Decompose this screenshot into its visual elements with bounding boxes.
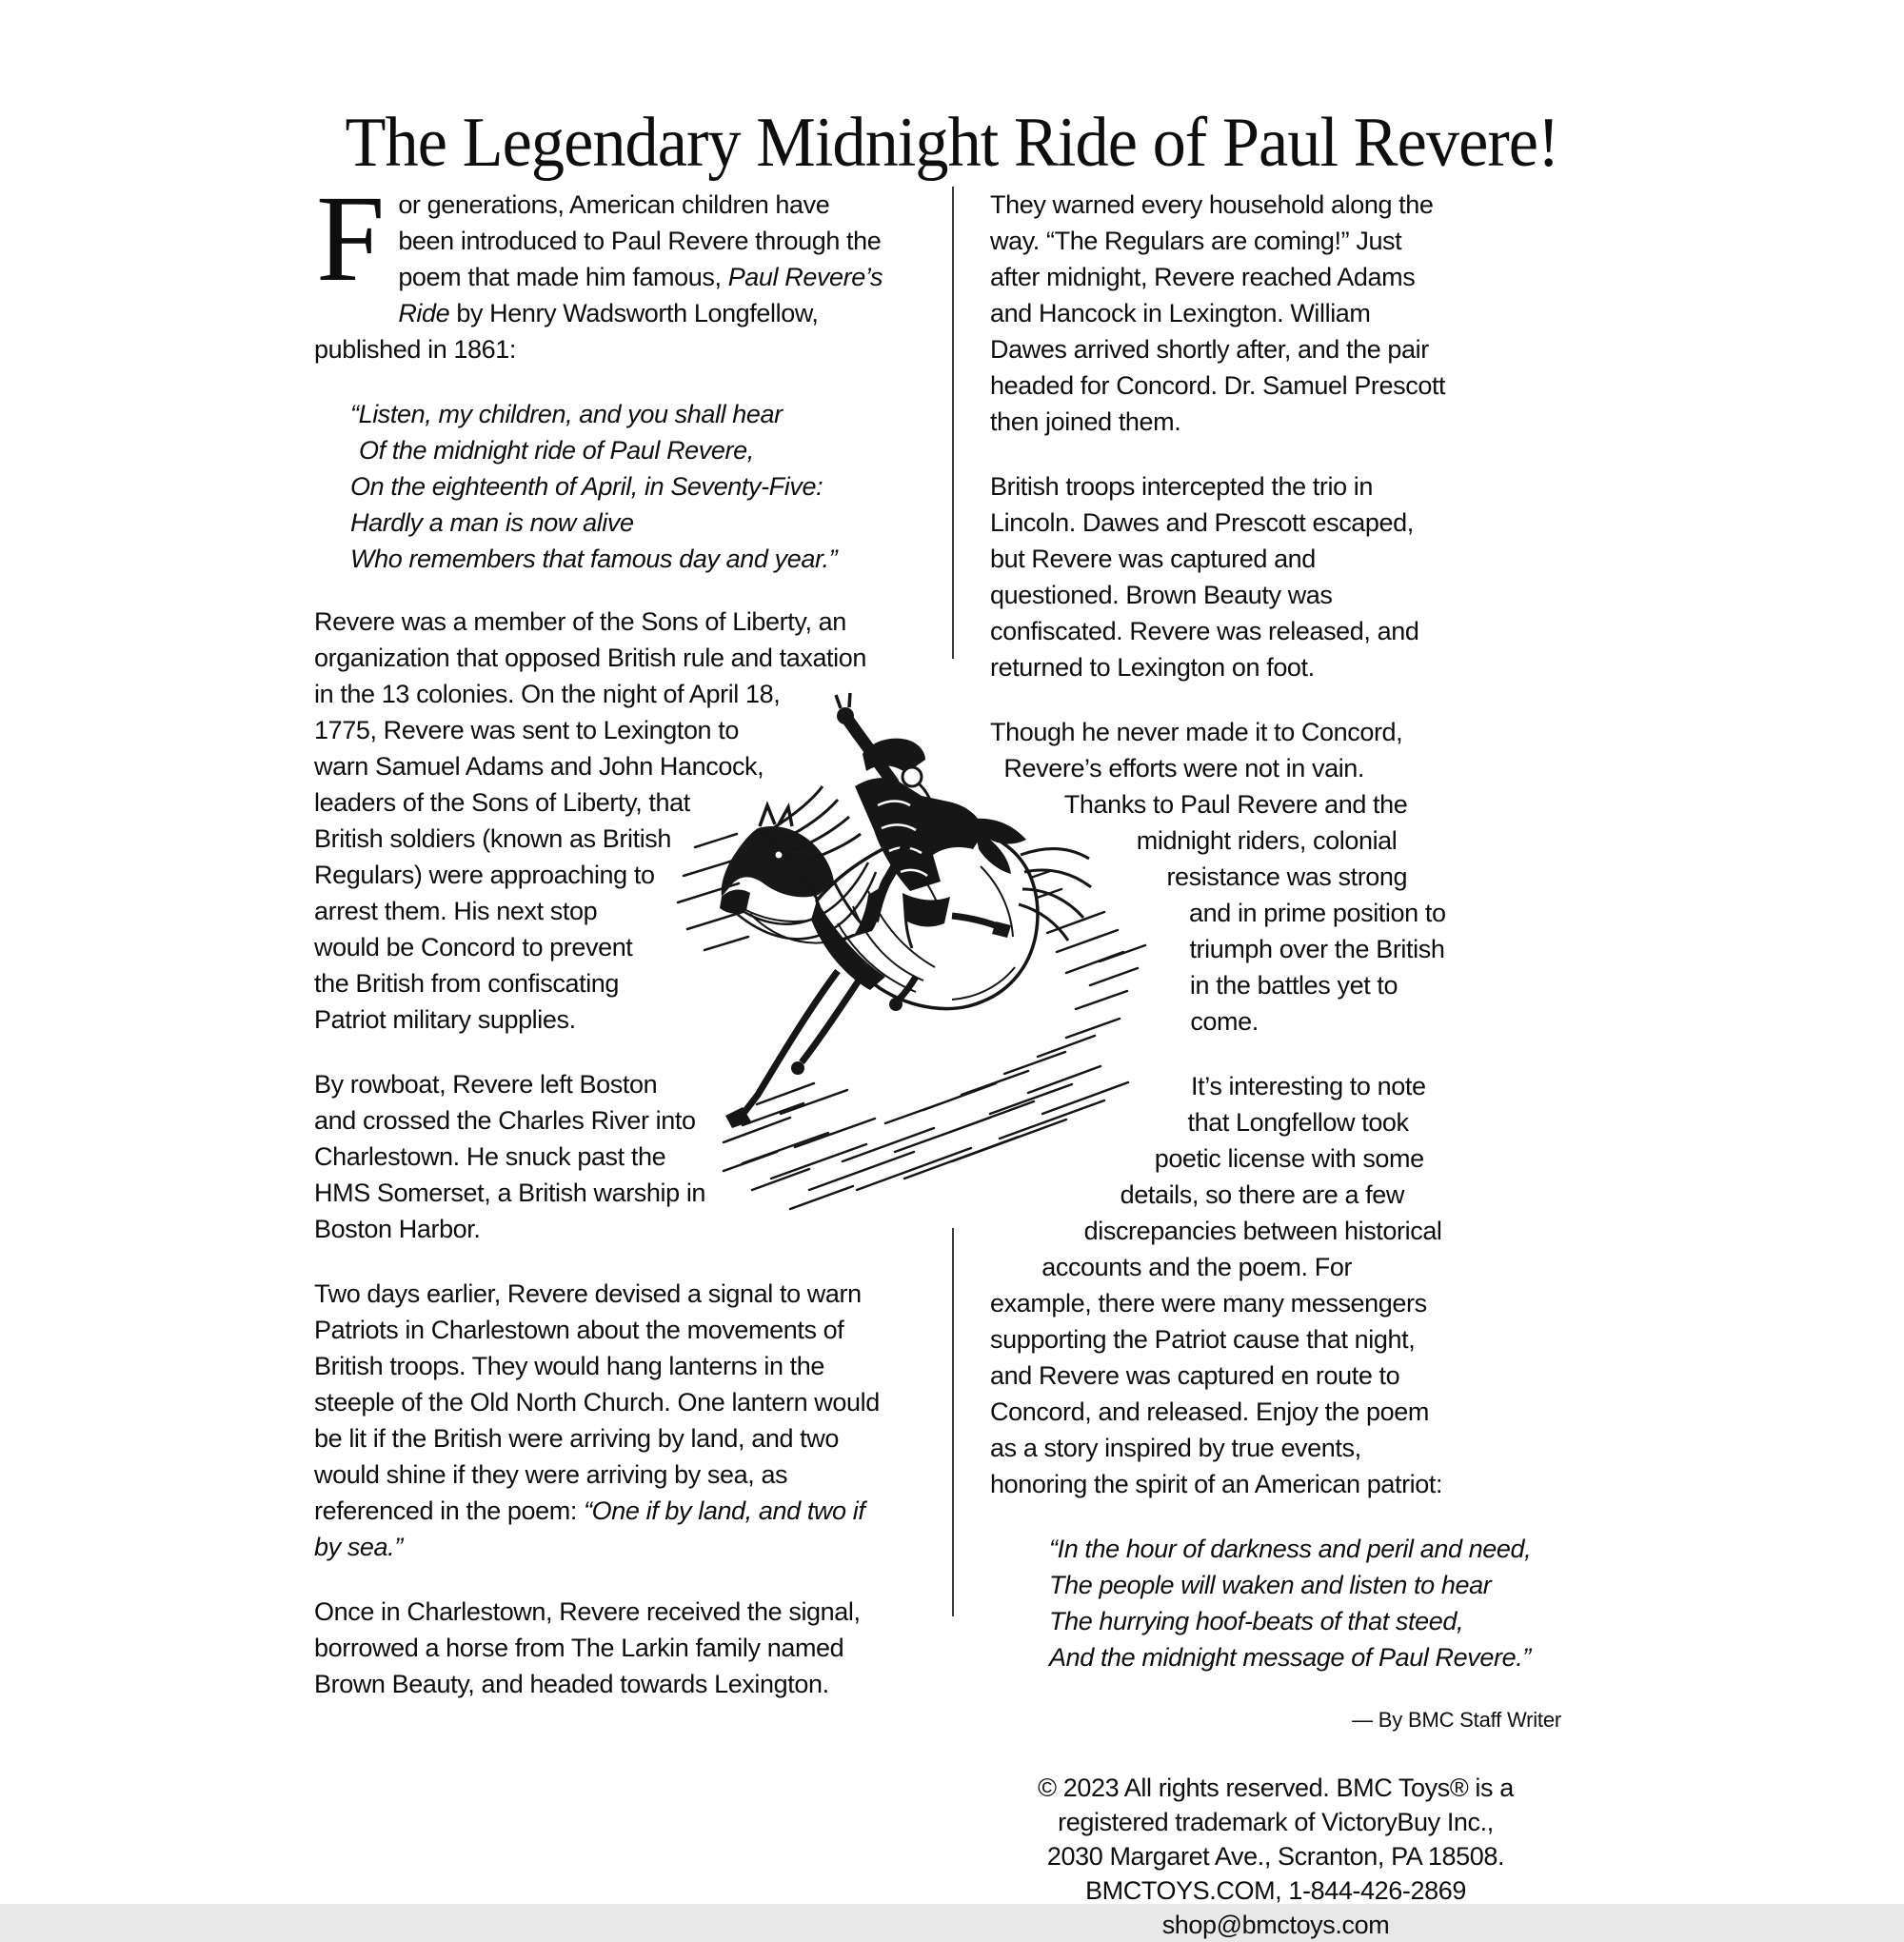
copyright-footer bbox=[990, 1771, 1561, 1942]
intro-paragraph bbox=[314, 170, 885, 367]
email-line: shop@bmctoys.com bbox=[1161, 1911, 1390, 1939]
poem-line: The hurrying hoof-beats of that steed, bbox=[1049, 1607, 1464, 1635]
charlestown-horse-paragraph: Once in Charlestown, Revere received the signal, borrowed a horse from The Larkin family named Brown Beauty, and headed towards Lexington. bbox=[314, 1597, 861, 1698]
page-title-text: The Legendary Midnight Ride of Paul Revere! bbox=[345, 103, 1559, 182]
poetic-license-paragraph: It’s interesting to note that Longfellow took poetic license with some details, so there are a few discrepancies between historical accounts and the poem. For example, there were many messengers supporting the Patriot cause that night, and Revere was captured en route to Concord, and released. Enjoy the poem as a story inspired by true events, honoring the spirit of an American patriot: bbox=[990, 1072, 1443, 1498]
website-phone-line: BMCTOYS.COM, 1-844-426-2869 bbox=[1085, 1876, 1466, 1905]
poem-longfellow-opening bbox=[350, 396, 885, 577]
sons-of-liberty-text: Revere was a member of the Sons of Liberty, an organization that opposed British rule and taxation in the 13 colonies. On the night of April 18, 1775, Revere was sent to Lexington to warn Samuel Adams and John Hancock, leaders of the Sons of Liberty, that British soldiers (known as British Regulars) were approaching to arrest them. His next stop would be Concord to prevent the British from confiscating Patriot military supplies. bbox=[314, 607, 866, 1034]
right-column bbox=[990, 187, 1561, 1942]
copyright-line: 2030 Margaret Ave., Scranton, PA 18508. bbox=[1046, 1842, 1505, 1871]
column-divider-bottom bbox=[952, 1228, 954, 1616]
poem-line: And the midnight message of Paul Revere.” bbox=[1049, 1643, 1531, 1672]
book-title: Paul Revere’s Ride bbox=[398, 263, 883, 327]
intro-text-1: or generations, American children have been introduced to Paul Revere through the poem that made him famous, bbox=[398, 190, 882, 291]
byline: — By BMC Staff Writer bbox=[1352, 1708, 1561, 1732]
rowboat-paragraph: By rowboat, Revere left Boston and crossed the Charles River into Charlestown. He snuck past the HMS Somerset, a British warship in Boston Harbor. bbox=[314, 1070, 706, 1243]
poem-longfellow-closing bbox=[1049, 1531, 1561, 1675]
poem-line: “In the hour of darkness and peril and need, bbox=[1049, 1535, 1532, 1563]
warning-ride-paragraph: They warned every household along the way. “The Regulars are coming!” Just after midnight, Revere reached Adams and Hancock in Lexington. William Dawes arrived shortly after, and the pair headed for Concord. Dr. Samuel Prescott then joined them. bbox=[990, 190, 1446, 436]
capture-paragraph: British troops intercepted the trio in Lincoln. Dawes and Prescott escaped, but Revere was captured and questioned. Brown Beauty was confiscated. Revere was released, and returned to Lexington on foot. bbox=[990, 472, 1419, 682]
lantern-signal-text: Two days earlier, Revere devised a signal to warn Patriots in Charlestown about the movements of British troops. They would hang lanterns in the steeple of the Old North Church. One lantern would be lit if the British were arriving by land, and two would shine if they were arriving by sea, as referenced in the poem: bbox=[314, 1279, 880, 1525]
drop-cap: F bbox=[316, 170, 386, 307]
sons-of-liberty-paragraph bbox=[314, 604, 885, 1038]
page-title bbox=[0, 103, 1904, 184]
poem-reference-quote: “One if by land, and two if by sea.” bbox=[314, 1496, 865, 1561]
poem-line: Of the midnight ride of Paul Revere, bbox=[359, 436, 754, 465]
poem-line: “Listen, my children, and you shall hear bbox=[350, 400, 783, 428]
poem-line: The people will waken and listen to hear bbox=[1049, 1571, 1492, 1599]
poem-line: On the eighteenth of April, in Seventy-Five: bbox=[350, 472, 823, 501]
lantern-signal-paragraph bbox=[314, 1276, 885, 1565]
copyright-line: registered trademark of VictoryBuy Inc., bbox=[1058, 1808, 1494, 1836]
legacy-text: Though he never made it to Concord, Revere’s efforts were not in vain. Thanks to Paul Revere and the midnight riders, colonial resistance was strong and in prime position to triumph over the British in the battles yet to come. bbox=[990, 718, 1446, 1036]
poem-line: Hardly a man is now alive bbox=[350, 508, 634, 537]
copyright-line: © 2023 All rights reserved. BMC Toys® is a bbox=[1038, 1774, 1514, 1802]
poem-line: Who remembers that famous day and year.” bbox=[350, 545, 838, 573]
column-divider-top bbox=[952, 187, 954, 659]
legacy-paragraph bbox=[990, 714, 1447, 1040]
intro-text-2: by Henry Wadsworth Longfellow, published in 1861: bbox=[314, 299, 819, 364]
left-column bbox=[314, 170, 885, 1731]
